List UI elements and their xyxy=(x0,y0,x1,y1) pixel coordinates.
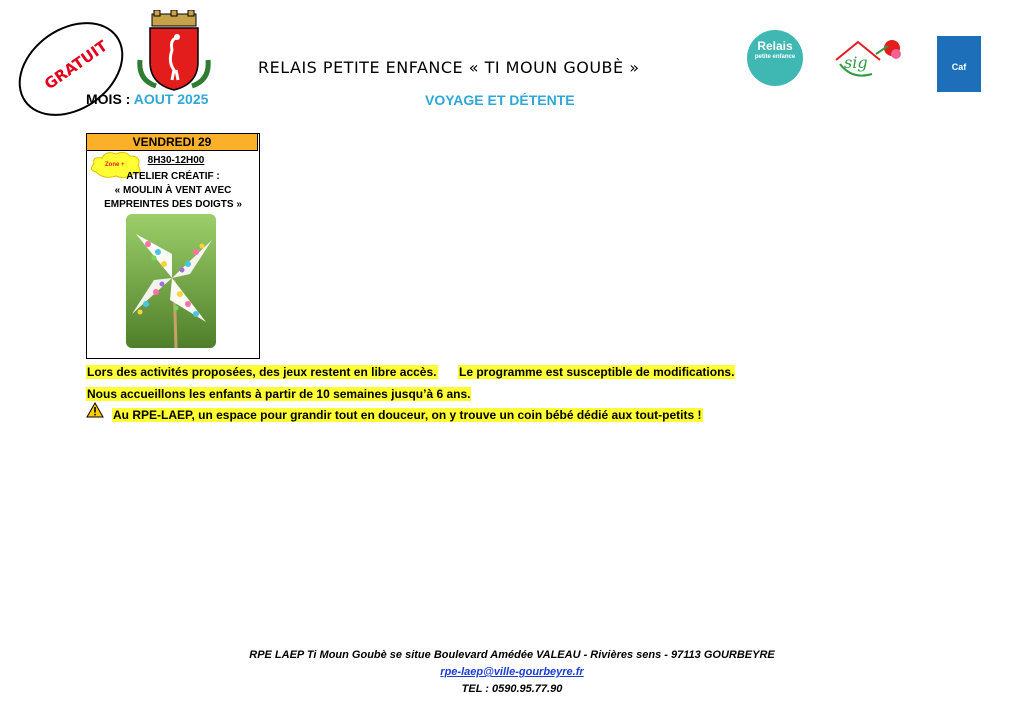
relais-logo-title: Relais xyxy=(757,39,793,53)
town-crest-logo xyxy=(136,10,212,94)
activity-title: ATELIER CRÉATIF : xyxy=(126,171,220,182)
caf-logo-text: Caf xyxy=(951,62,967,72)
pinwheel-photo xyxy=(126,214,216,348)
warning-icon xyxy=(86,402,104,418)
note-program-change xyxy=(458,363,735,381)
footer-email-link[interactable]: rpe-laep@ville-gourbeyre.fr xyxy=(440,666,584,678)
gratuit-stamp: GRATUIT xyxy=(41,36,111,94)
footer-address: RPE LAEP Ti Moun Goubè se situe Boulevard Amédée VALEAU - Rivières sens - 97113 GOURBEYRE xyxy=(249,649,775,661)
month-theme: VOYAGE ET DÉTENTE xyxy=(425,92,575,108)
sig-logo xyxy=(832,34,912,84)
activity-time: 8H30-12H00 xyxy=(147,155,205,166)
note-free-access-text: Lors des activités proposées, des jeux restent en libre accès. xyxy=(87,365,437,379)
note-age-range xyxy=(86,385,471,403)
activity-detail: « MOULIN À VENT AVEC EMPREINTES DES DOIGTS » xyxy=(104,185,242,210)
footer-phone: TEL : 0590.95.77.90 xyxy=(461,683,563,695)
relais-logo-subtitle: petite enfance xyxy=(754,54,796,60)
note-baby-corner xyxy=(112,406,703,424)
note-program-change-text: Le programme est susceptible de modifications. xyxy=(459,365,735,379)
activity-day: VENDREDI 29 xyxy=(86,133,258,151)
footer-email-line xyxy=(0,666,1024,678)
note-baby-corner-text: Au RPE-LAEP, un espace pour grandir tout en douceur, on y trouve un coin bébé dédié aux tout-petits ! xyxy=(113,408,702,422)
relais-petite-enfance-logo xyxy=(747,30,803,86)
month-value: AOUT 2025 xyxy=(133,91,209,107)
month-label: MOIS : xyxy=(86,91,131,107)
page-title: RELAIS PETITE ENFANCE « TI MOUN GOUBÈ » xyxy=(258,58,640,77)
zone-plus-text: Zone + xyxy=(105,162,125,168)
sig-logo-text: sig xyxy=(844,53,868,72)
caf-logo xyxy=(937,36,981,92)
month-line xyxy=(86,91,208,107)
activity-description xyxy=(92,170,254,212)
note-free-access xyxy=(86,363,438,381)
note-age-range-text: Nous accueillons les enfants à partir de 10 semaines jusqu’à 6 ans. xyxy=(87,387,471,401)
